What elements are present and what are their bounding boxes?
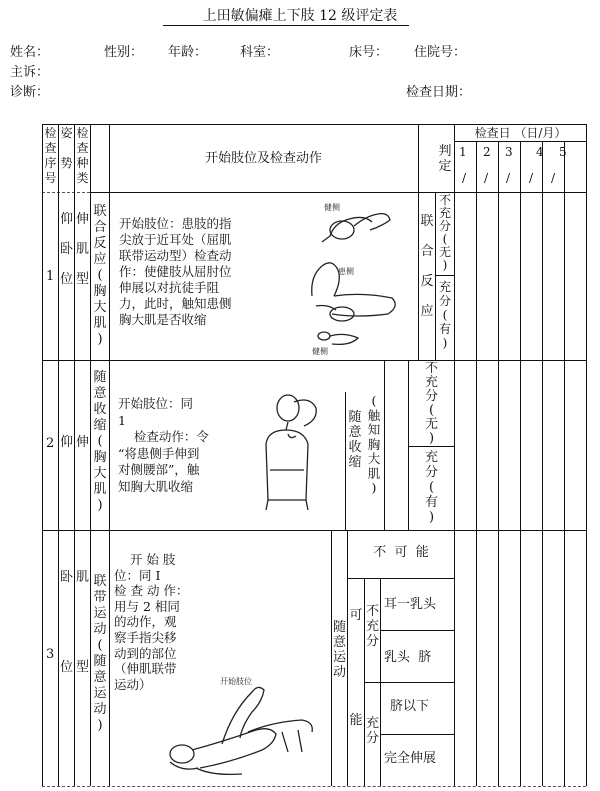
row1-type: 联 合 反 应 ( 胸 大 肌 ) <box>93 204 107 347</box>
header-seq: 检 查 序 号 <box>44 126 57 185</box>
page-title: 上田敏偏瘫上下肢 12 级评定表 <box>202 8 398 24</box>
row3-posture: 卧 位 <box>59 570 73 675</box>
bed-label: 床号： <box>349 45 389 60</box>
row1-judge-b: 充 分 ( 有 ) <box>438 280 451 350</box>
row3-level-2: 乳头 脐 <box>384 650 432 665</box>
date-col-1: 1 <box>459 145 467 159</box>
row3-level-4: 完全伸展 <box>384 751 437 766</box>
check-date-label: 检查日期： <box>406 85 472 100</box>
row2-muscle: 伸 <box>76 435 90 450</box>
row1-desc: 开始肢位：患肢的指 尖放于近耳处（屈肌 联带运动型）检查动 作：使健肢从屈肘位 伸展以对抗徒手阻 力，此时，触知患侧 胸大肌是否收缩 <box>119 216 232 327</box>
row3-fig-label: 开始肢位 <box>220 677 252 686</box>
date-slash-3: / <box>506 171 511 185</box>
row2-judge-paren: ( 触 知 胸 大 肌 ) <box>367 394 381 494</box>
row2-judge-b: 充 分 ( 有 ) <box>424 450 438 525</box>
row3-judge-b: 充 分 <box>365 716 379 746</box>
row3-level-1: 耳一乳头 <box>384 597 437 612</box>
date-slash-2: / <box>484 171 489 185</box>
row2-desc: 开始肢位：同 1 检查动作：令 “将患侧手伸到 对侧腰部”，触 知胸大肌收缩 <box>118 396 209 494</box>
row3-judge-group: 随 意 运 动 <box>332 620 346 680</box>
row3-no: 3 <box>46 647 55 662</box>
row1-muscle: 伸 肌 型 <box>75 212 89 287</box>
header-posture: 姿 势 <box>60 126 73 170</box>
row2-type: 随 意 收 缩 ( 胸 大 肌 ) <box>93 370 107 513</box>
row2-judge-a: 不 充 分 ( 无 ) <box>424 362 438 446</box>
header-judge: 判 定 <box>438 144 452 174</box>
complaint-label: 主诉： <box>10 65 50 80</box>
row3-judge-cannot: 不 可 能 <box>373 545 429 560</box>
row3-muscle: 肌 型 <box>75 570 89 675</box>
title-underline <box>163 25 409 26</box>
row3-type: 联 带 运 动 ( 随 意 运 动 ) <box>93 574 107 733</box>
row3-figure <box>152 672 327 782</box>
row1-judge-group: 联 合 反 应 <box>420 214 434 319</box>
date-col-4: 4 <box>536 145 544 159</box>
row2-figure <box>258 390 338 510</box>
row1-figure <box>272 196 412 356</box>
row3-desc: 开 始 肢 位：同 I 检 查 动 作： 用与 2 相同 的动作，观 察手指尖移 动到的部位 （伸肌联带 运动） <box>114 552 189 692</box>
header-main: 开始肢位及检查动作 <box>204 151 322 166</box>
row3-judge-can: 可 能 <box>349 608 363 728</box>
row1-fig-label-1: 健侧 <box>324 203 340 212</box>
row2-no: 2 <box>46 436 55 451</box>
date-col-2: 2 <box>483 145 491 159</box>
diagnosis-label: 诊断： <box>10 85 50 100</box>
header-date: 检查日 （日/月） <box>474 126 567 140</box>
date-slash-4: / <box>529 171 534 185</box>
sex-label: 性别： <box>104 45 144 60</box>
row1-fig-label-3: 健侧 <box>312 347 328 356</box>
admission-label: 住院号： <box>414 45 467 60</box>
row1-posture: 仰 卧 位 <box>59 212 73 287</box>
row1-no: 1 <box>46 269 55 284</box>
ward-label: 科室： <box>240 45 280 60</box>
row3-level-3: 脐以下 <box>390 699 430 714</box>
header-type: 检 查 种 类 <box>76 126 89 185</box>
row1-judge-a: 不 充 分 ( 无 ) <box>438 194 451 272</box>
row1-fig-label-2: 患侧 <box>338 267 354 276</box>
row2-posture: 仰 <box>60 435 74 450</box>
row3-judge-a: 不 充 分 <box>365 604 379 649</box>
date-slash-1: / <box>462 171 467 185</box>
name-label: 姓名： <box>10 45 50 60</box>
date-col-3: 3 <box>505 145 513 159</box>
date-slash-5: / <box>551 171 556 185</box>
row2-judge-group: 随 意 收 缩 <box>348 410 362 470</box>
age-label: 年龄： <box>168 45 208 60</box>
date-col-5: 5 <box>559 145 567 159</box>
